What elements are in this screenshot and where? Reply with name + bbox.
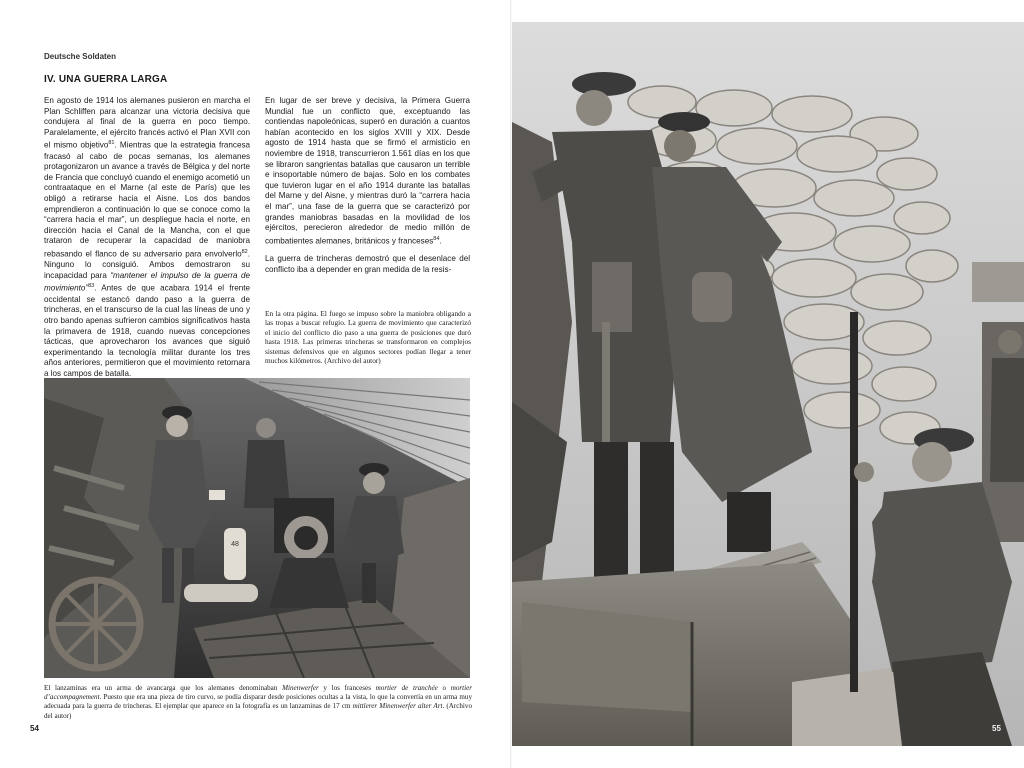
- text-run: El lanzaminas era un arma de avancarga que los alemanes denominaban: [44, 684, 283, 692]
- side-caption: En la otra página. El fuego se impuso sobre la maniobra obligando a las tropas a buscar refugio. La guerra de movimiento que caracterizó el inicio del conflicto dio paso a una guerra de posiciones que duró hasta 1918. Las primeras trincheras se transformaron en complejos sistemas defensivos que en algunos sectores podían llegar a tener muchos kilómetros. (Archivo del autor): [265, 309, 471, 366]
- text-run: . Antes de que acabara 1914 el frente occidental se estancó dando paso a la guerra de trincheras, en el transcurso de la cual las líneas de uno y otro bando apenas sufrieron cambios significativos hasta la primavera de 1918, cuando nuevas concepciones tácticas, que aprovecharon los avances que siguió experimentando la tecnología militar durante los tres años anteriores, permitieron que el movimiento retornara a los campos de batalla.: [44, 284, 250, 378]
- italic-term: Minenwerfer: [282, 684, 319, 692]
- text-run: . Ninguno lo consiguió. Ambos demostraron su incapacidad para: [44, 249, 250, 280]
- text-run: .: [439, 236, 442, 246]
- text-run: En lugar de ser breve y decisiva, la Primera Guerra Mundial fue un conflicto que, exceptuando las contiendas napoleónicas, superó en duración a cuantos habían acontecido en los siglos XVIII y XIX. Desde agosto de 1914 hasta que se firmó el armisticio en noviembre de 1918, transcurrieron 1.561 días en los que se libraron sangrientas batallas que causaron un terrible e insoportable número de bajas. Solo en los combates que tuvieron lugar en el año 1914 durante las batallas del Marne y del Aisne, y mientras duró la “carrera hacia el mar”, una fase de la guerra que se caracterizó por grandes maniobras basadas en la movilidad de los ejércitos, perecieron alrededor de medio millón de combatientes alemanes, británicos y franceses: [265, 96, 470, 246]
- text-column-right: [265, 96, 470, 282]
- section-title: IV. UNA GUERRA LARGA: [44, 74, 168, 85]
- text-run: . Puesto que era una pieza de tiro curvo, se podía disparar desde posiciones ocultas a la vista, lo que la convertía en un arma muy adecuada para la guerra de trincheras. El ejemplar que aparece en la fotografía es un lanzaminas de 17 cm: [44, 693, 472, 711]
- text-run: . Mientras que la estrategia francesa fracasó al cabo de pocas semanas, los alemanes protagonizaron un avance a través de Bélgica y del norte de Francia que concluyó cuando el enemigo acometió un contraataque en el Marne (al este de París) que les obligó a retirarse hacia el Aisne. Los dos bandos emprendieron a continuación lo que se conoce como la “carrera hacia el mar”, un despliegue hacia el norte, en dirección hacia el Canal de la Mancha, con el que trataron de recuperar la capacidad de maniobra rebasando el flanco de su adversario para envolverlo: [44, 141, 251, 259]
- text-run: y los franceses: [318, 684, 376, 692]
- footnote-ref: 83: [88, 283, 95, 290]
- paragraph: [265, 96, 470, 247]
- footnote-ref: 84: [433, 235, 440, 242]
- footnote-ref: 82: [241, 249, 248, 255]
- text-run: o: [437, 684, 451, 692]
- photo-trench-soldiers: [512, 22, 1024, 746]
- page-number-right: 55: [992, 724, 1001, 733]
- text-run: . (Archivo del autor): [44, 702, 472, 720]
- italic-term: mortier d’accompagnement: [44, 684, 472, 702]
- page-number-left: 54: [30, 724, 39, 733]
- paragraph: [44, 96, 250, 380]
- italic-term: mittlerer Minenwerfer alter Art: [352, 702, 443, 711]
- footnote-ref: 81: [108, 140, 115, 147]
- italic-quote: “mantener el impulso de la guerra de movimiento”: [44, 270, 250, 294]
- running-head: Deutsche Soldaten: [44, 52, 117, 61]
- photo-illustration: [44, 378, 470, 678]
- photo-minenwerfer-dugout: [44, 378, 470, 678]
- right-page: [512, 0, 1024, 768]
- photo-illustration: [512, 22, 1024, 746]
- photo-caption: [44, 684, 472, 721]
- text-column-left: [44, 96, 250, 387]
- text-run: En agosto de 1914 los alemanes pusieron en marcha el Plan Schliffen para alcanzar una victoria decisiva que condujera al final de la guerra en poco tiempo. Paralelamente, el ejército francés activó el Plan XVII con el mismo objetivo: [44, 96, 250, 151]
- paragraph: La guerra de trincheras demostró que el desenlace del conflicto iba a depender en gran medida de la resis-: [265, 254, 470, 274]
- shell-marking: 48: [231, 541, 239, 548]
- italic-term: mortier de tranchée: [375, 684, 438, 692]
